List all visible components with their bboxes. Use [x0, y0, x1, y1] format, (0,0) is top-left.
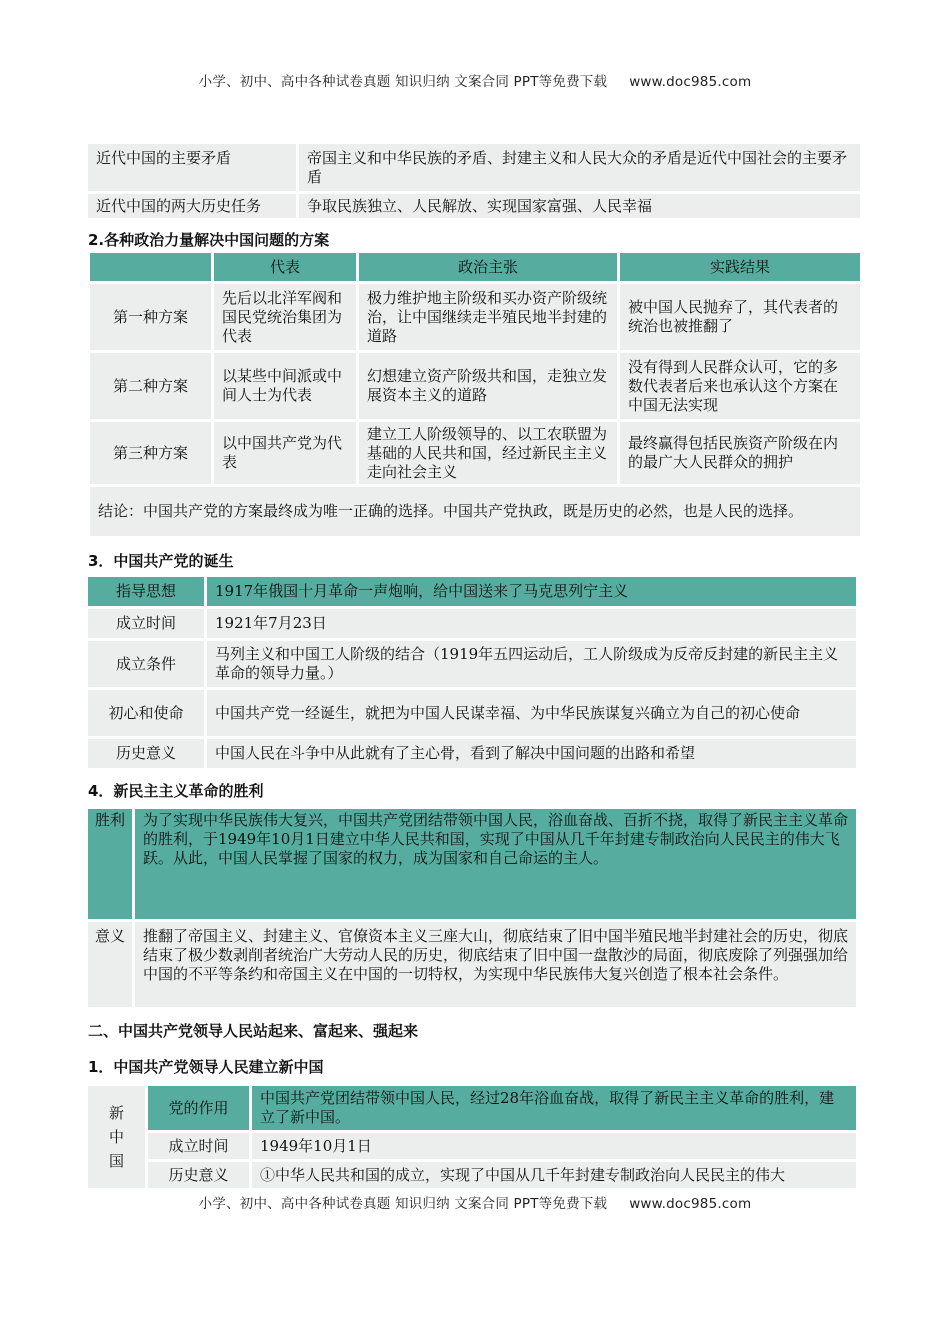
table-row [88, 690, 856, 739]
row-label: 成立时间 [88, 609, 207, 641]
column-header: 实践结果 [620, 253, 860, 284]
row-label: 近代中国的主要矛盾 [88, 144, 299, 194]
row-label: 意义 [88, 922, 135, 1010]
row-label: 指导思想 [88, 577, 207, 609]
section-heading: 3．中国共产党的诞生 [88, 552, 234, 570]
table-row [90, 487, 860, 539]
plans-table [90, 253, 860, 539]
plan-representative: 先后以北洋军阀和国民党统治集团为代表 [214, 284, 359, 353]
row-label: 胜利 [88, 809, 135, 922]
row-text: 中国人民在斗争中从此就有了主心骨，看到了解决中国问题的出路和希望 [207, 739, 856, 771]
plan-result: 没有得到人民群众认可，它的多数代表者后来也承认这个方案在中国无法实现 [620, 353, 860, 422]
group-label [88, 1086, 148, 1188]
plan-result: 被中国人民抛弃了，其代表者的统治也被推翻了 [620, 284, 860, 353]
header-blank [90, 253, 214, 284]
table-row [88, 609, 856, 641]
plan-result: 最终赢得包括民族资产阶级在内的最广大人民群众的拥护 [620, 422, 860, 487]
row-text: 推翻了帝国主义、封建主义、官僚资本主义三座大山，彻底结束了旧中国半殖民地半封建社会的历史，彻底结束了极少数剥削者统治广大劳动人民的历史，彻底结束了旧中国一盘散沙的局面，彻底废除了列强强加给中国的不平等条约和帝国主义在中国的一切特权，为实现中华民族伟大复兴创造了根本社会条件。 [135, 922, 856, 1010]
row-text: 争取民族独立、人民解放、实现国家富强、人民幸福 [299, 194, 860, 221]
table-row [88, 1162, 856, 1188]
new-china-table [88, 1086, 856, 1188]
table-row [88, 144, 860, 194]
table-row [88, 922, 856, 1010]
group-char: 中 [108, 1128, 124, 1146]
row-label: 成立条件 [88, 641, 207, 690]
conclusion: 结论：中国共产党的方案最终成为唯一正确的选择。中国共产党执政，既是历史的必然，也是人民的选择。 [90, 487, 860, 539]
group-char: 新 [108, 1104, 124, 1122]
row-label: 历史意义 [88, 739, 207, 771]
table-row [90, 353, 860, 422]
row-label: 成立时间 [148, 1133, 252, 1162]
plan-claim: 极力维护地主阶级和买办资产阶级统治，让中国继续走半殖民地半封建的道路 [359, 284, 620, 353]
table-row [88, 194, 860, 221]
column-header: 代表 [214, 253, 359, 284]
table-row [88, 1133, 856, 1162]
banner-site-link[interactable]: www.doc985.com [629, 1196, 752, 1212]
row-label: 历史意义 [148, 1162, 252, 1188]
row-text: 1921年7月23日 [207, 609, 856, 641]
header-banner [0, 70, 950, 90]
group-char: 国 [108, 1152, 124, 1170]
row-text: 1917年俄国十月革命一声炮响，给中国送来了马克思列宁主义 [207, 577, 856, 609]
table-row [88, 641, 856, 690]
plan-claim: 幻想建立资产阶级共和国，走独立发展资本主义的道路 [359, 353, 620, 422]
row-label: 党的作用 [148, 1086, 252, 1133]
victory-table [88, 809, 856, 1010]
row-text: 为了实现中华民族伟大复兴，中国共产党团结带领中国人民，浴血奋战、百折不挠，取得了新民主主义革命的胜利，于1949年10月1日建立中华人民共和国，实现了中国从几千年封建专制政治向人民民主的伟大飞跃。从此，中国人民掌握了国家的权力，成为国家和自己命运的主人。 [135, 809, 856, 922]
chapter-heading: 二、中国共产党领导人民站起来、富起来、强起来 [88, 1022, 419, 1040]
row-text: 1949年10月1日 [252, 1133, 856, 1162]
table-row [88, 739, 856, 771]
plan-representative: 以中国共产党为代表 [214, 422, 359, 487]
section-heading: 2.各种政治力量解决中国问题的方案 [88, 231, 330, 249]
plan-representative: 以某些中间派或中间人士为代表 [214, 353, 359, 422]
banner-text: 小学、初中、高中各种试卷真题 知识归纳 文案合同 PPT等免费下载 [198, 74, 608, 90]
section-heading: 1．中国共产党领导人民建立新中国 [88, 1058, 324, 1076]
table-row [88, 577, 856, 609]
footer-banner [0, 1192, 950, 1212]
plan-name: 第二种方案 [90, 353, 214, 422]
row-text: 马列主义和中国工人阶级的结合（1919年五四运动后，工人阶级成为反帝反封建的新民主主义革命的领导力量。） [207, 641, 856, 690]
row-text: 帝国主义和中华民族的矛盾、封建主义和人民大众的矛盾是近代中国社会的主要矛盾 [299, 144, 860, 194]
plan-claim: 建立工人阶级领导的、以工农联盟为基础的人民共和国，经过新民主主义走向社会主义 [359, 422, 620, 487]
table-header-row [90, 253, 860, 284]
column-header: 政治主张 [359, 253, 620, 284]
table-row [90, 284, 860, 353]
table-row [90, 422, 860, 487]
plan-name: 第一种方案 [90, 284, 214, 353]
row-text: 中国共产党团结带领中国人民，经过28年浴血奋战，取得了新民主主义革命的胜利，建立了新中国。 [252, 1086, 856, 1133]
contradiction-table [88, 144, 860, 221]
row-label: 初心和使命 [88, 690, 207, 739]
banner-site-link[interactable]: www.doc985.com [629, 74, 752, 90]
row-text: ①中华人民共和国的成立，实现了中国从几千年封建专制政治向人民民主的伟大 [252, 1162, 856, 1188]
row-text: 中国共产党一经诞生，就把为中国人民谋幸福、为中华民族谋复兴确立为自己的初心使命 [207, 690, 856, 739]
cpc-birth-table [88, 577, 856, 771]
table-row [88, 1086, 856, 1133]
row-label: 近代中国的两大历史任务 [88, 194, 299, 221]
banner-text: 小学、初中、高中各种试卷真题 知识归纳 文案合同 PPT等免费下载 [198, 1196, 608, 1212]
section-heading: 4．新民主主义革命的胜利 [88, 782, 264, 800]
table-row [88, 809, 856, 922]
plan-name: 第三种方案 [90, 422, 214, 487]
